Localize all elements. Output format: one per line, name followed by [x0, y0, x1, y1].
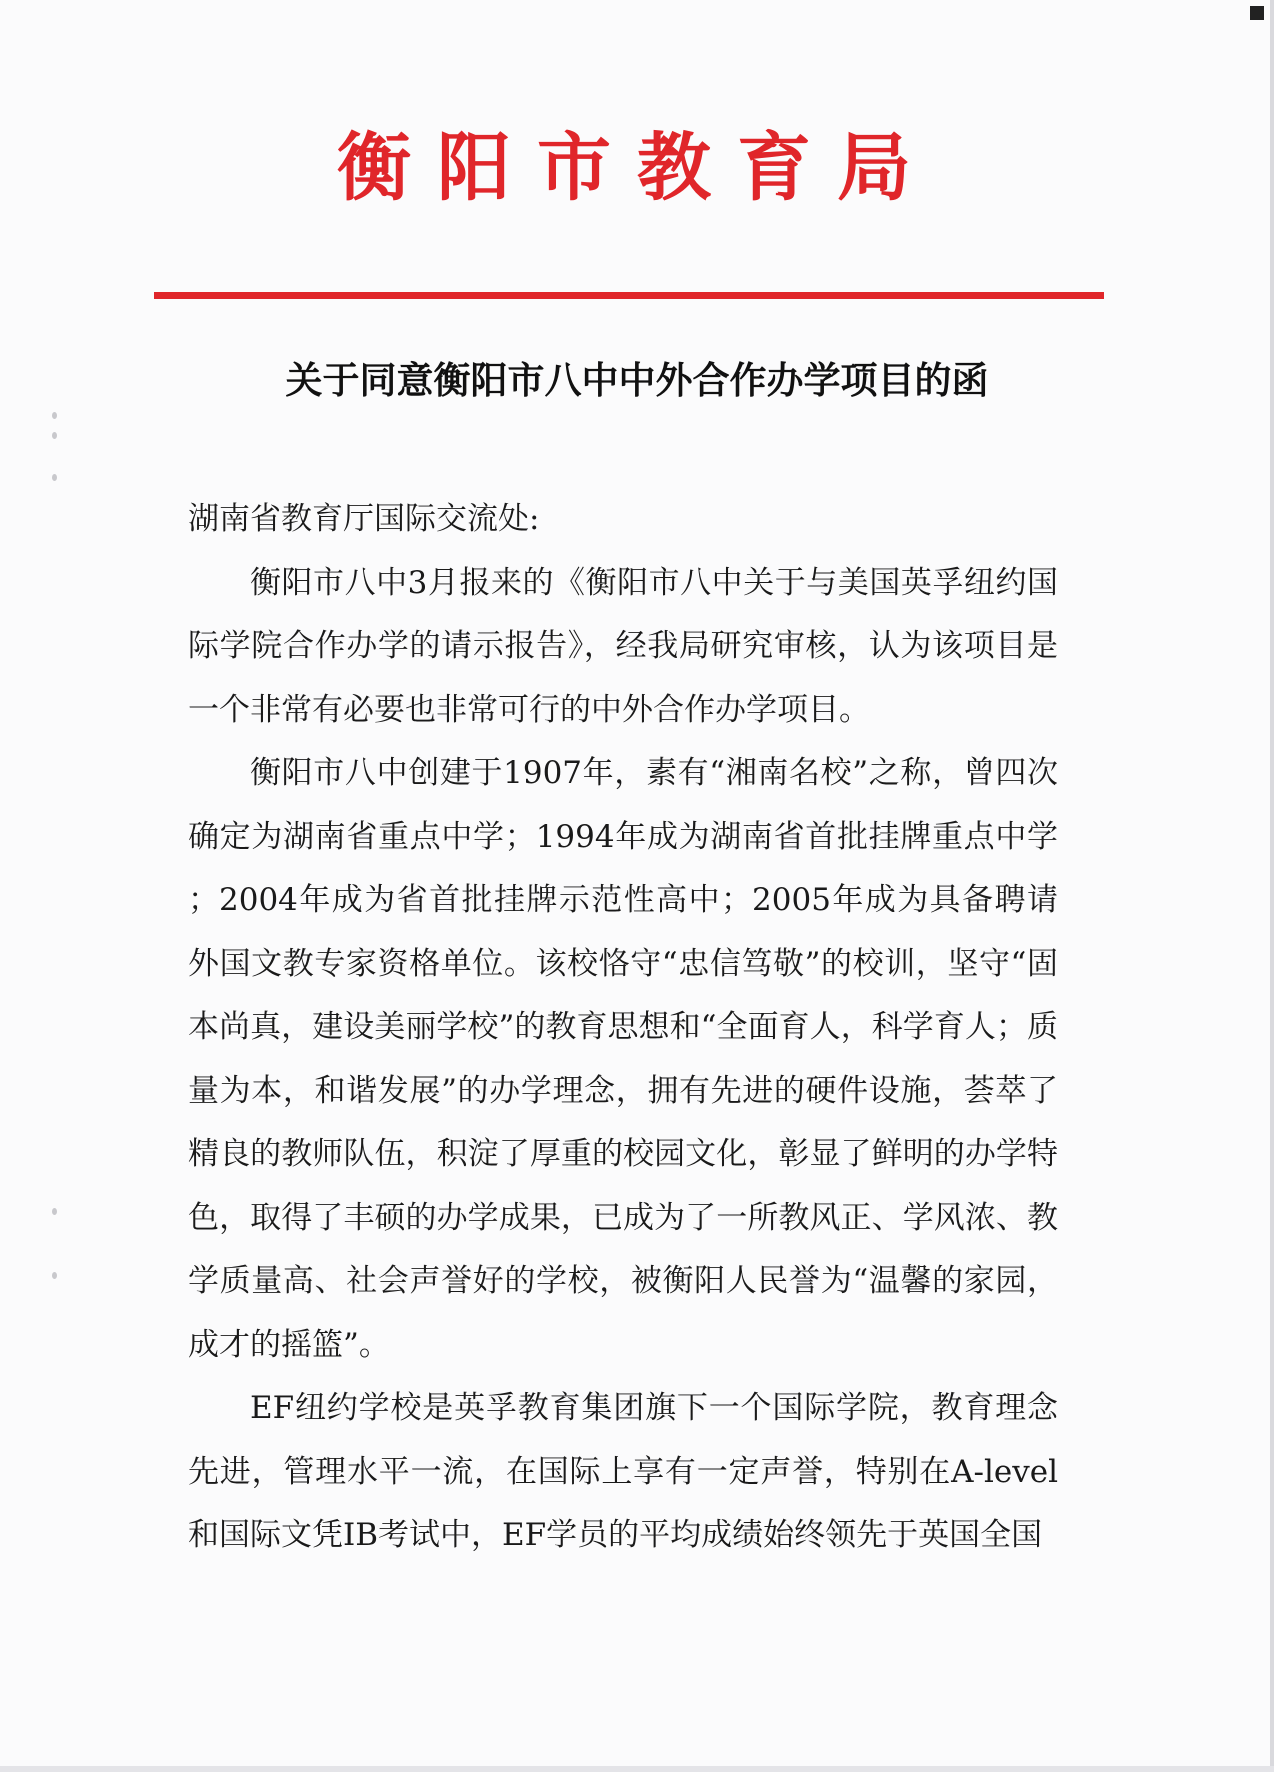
binding-hole [52, 412, 57, 419]
document-title: 关于同意衡阳市八中中外合作办学项目的函 [285, 359, 989, 402]
body-paragraph: EF纽约学校是英孚教育集团旗下一个国际学院，教育理念先进，管理水平一流，在国际上享有一定声誉，特别在A-level和国际文凭IB考试中，EF学员的平均成绩始终领先于英国全国 [188, 1390, 1058, 1553]
scan-corner-mark [1250, 6, 1264, 20]
scan-edge-bottom [0, 1766, 1274, 1772]
scan-edge-right [1270, 0, 1274, 1772]
body-paragraph: 衡阳市八中3月报来的《衡阳市八中关于与美国英孚纽约国际学院合作办学的请示报告》，经我局研究审核，认为该项目是一个非常有必要也非常可行的中外合作办学项目。 [188, 564, 1058, 728]
binding-hole [52, 432, 57, 439]
letterhead-issuer: 衡阳市教育局 [337, 125, 937, 211]
document-body [188, 488, 1058, 1568]
letterhead-red-rule [154, 292, 1104, 299]
salutation: 湖南省教育厅国际交流处: [188, 501, 540, 537]
body-paragraph: 衡阳市八中创建于1907年，素有“湘南名校”之称，曾四次确定为湖南省重点中学；1994年成为湖南省首批挂牌重点中学；2004年成为省首批挂牌示范性高中；2005年成为具备聘请外国文教专家资格单位。该校恪守“忠信笃敬”的校训，坚守“固本尚真，建设美丽学校”的教育思想和“全面育人，科学育人；质量为本，和谐发展”的办学理念，拥有先进的硬件设施，荟萃了精良的教师队伍，积淀了厚重的校园文化，彰显了鲜明的办学特色，取得了丰硕的办学成果，已成为了一所教风正、学风浓、教学质量高、社会声誉好的学校，被衡阳人民誉为“温馨的家园，成才的摇篮”。 [188, 755, 1058, 1363]
binding-hole [52, 1272, 57, 1279]
binding-hole [52, 474, 57, 481]
binding-hole [52, 1208, 57, 1215]
